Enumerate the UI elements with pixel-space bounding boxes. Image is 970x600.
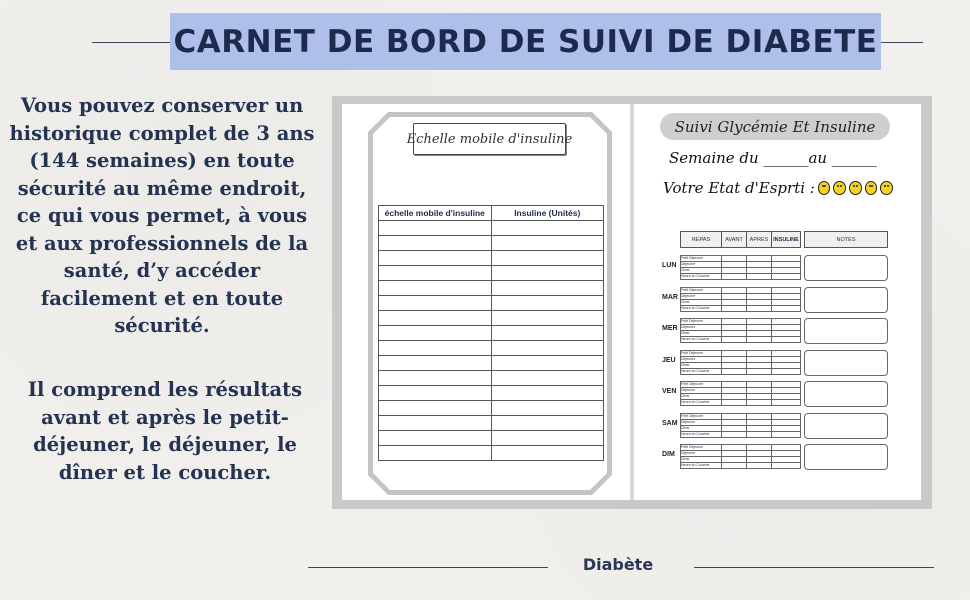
scale-table-cell: [491, 431, 604, 446]
scale-table-cell: [379, 416, 492, 431]
insulin-scale-column-header: échelle mobile d'insuline: [379, 206, 492, 221]
footer-line-left: [308, 567, 548, 568]
description-paragraph-2: Il comprend les résultats avant et après le petit-déjeuner, le déjeuner, le dîner et le coucher.: [27, 378, 303, 484]
scale-table-cell: [491, 416, 604, 431]
scale-table-cell: [491, 371, 604, 386]
meal-grid: [680, 318, 801, 343]
scale-table-cell: [379, 251, 492, 266]
col-insuline: INSULINE: [772, 232, 801, 248]
meal-row: [681, 431, 801, 437]
meal-value-cell: [772, 337, 801, 343]
scale-table-cell: [491, 401, 604, 416]
header-line-right: [881, 42, 923, 43]
meal-label: Dîner: [681, 331, 722, 337]
scale-table-cell: [491, 446, 604, 461]
scale-table-row: [379, 221, 604, 236]
page-title: CARNET DE BORD DE SUIVI DE DIABETE: [173, 23, 878, 60]
tracking-title-pill: [660, 113, 890, 140]
scale-table-cell: [379, 311, 492, 326]
insulin-scale-table: [378, 205, 604, 461]
meal-value-cell: [722, 305, 747, 311]
neutral-icon: [849, 181, 862, 195]
description-paragraph-1: Vous pouvez conserver un historique complet de 3 ans (144 semaines) en toute sécurité au même endroit, ce qui vous permet, à vous et aux professionnels de la santé, d’y accéder facilement et en toute sécurité.: [9, 94, 315, 337]
meal-value-cell: [722, 337, 747, 343]
notes-box: [804, 255, 888, 281]
day-label: MAR: [662, 293, 678, 301]
meal-value-cell: [747, 274, 772, 280]
title-banner: [170, 13, 881, 70]
meal-label: Déjeuner: [681, 388, 722, 394]
scale-table-cell: [379, 371, 492, 386]
scale-table-row: [379, 266, 604, 281]
meal-value-cell: [772, 368, 801, 374]
meal-label: Petit Déjeuner: [681, 287, 722, 293]
scale-table-cell: [491, 281, 604, 296]
notes-box: [804, 381, 888, 407]
meal-label: Dîner: [681, 299, 722, 305]
meal-label: Dîner: [681, 394, 722, 400]
meal-row: [681, 368, 801, 374]
scale-table-cell: [491, 386, 604, 401]
scale-table-row: [379, 326, 604, 341]
meal-value-cell: [772, 431, 801, 437]
scale-table-cell: [379, 356, 492, 371]
day-block: [660, 287, 890, 313]
mood-row: [663, 179, 893, 197]
meal-label: Déjeuner: [681, 451, 722, 457]
scale-table-cell: [379, 296, 492, 311]
scale-table-cell: [379, 221, 492, 236]
smile-icon: [833, 181, 846, 195]
meal-label: Déjeuner: [681, 356, 722, 362]
scale-table-row: [379, 356, 604, 371]
scale-table-cell: [491, 236, 604, 251]
col-notes: NOTES: [804, 231, 888, 248]
meal-row: [681, 400, 801, 406]
footer-label: Diabète: [582, 555, 654, 574]
scale-table-cell: [491, 311, 604, 326]
meal-value-cell: [747, 368, 772, 374]
meal-grid: [680, 287, 801, 312]
day-label: SAM: [662, 419, 678, 427]
meal-label: Heure du Coucher: [681, 274, 722, 280]
day-block: [660, 381, 890, 407]
meal-label: Déjeuner: [681, 262, 722, 268]
scale-table-row: [379, 386, 604, 401]
col-avant: AVANT: [722, 232, 747, 248]
scale-table-cell: [491, 341, 604, 356]
scale-table-cell: [379, 281, 492, 296]
thumbs-down-icon: [880, 181, 893, 195]
day-label: DIM: [662, 451, 675, 458]
meal-label: Heure du Coucher: [681, 368, 722, 374]
col-apres: APRES: [747, 232, 772, 248]
thumbs-up-icon: [818, 181, 831, 195]
day-label: JEU: [662, 356, 676, 364]
meal-value-cell: [747, 337, 772, 343]
meal-label: Heure du Coucher: [681, 400, 722, 406]
meal-label: Petit Déjeuner: [681, 413, 722, 419]
scale-table-row: [379, 431, 604, 446]
meal-grid: [680, 444, 801, 469]
meal-label: Déjeuner: [681, 419, 722, 425]
insulin-scale-title-box: [406, 123, 573, 155]
scale-table-row: [379, 446, 604, 461]
meal-row: [681, 274, 801, 280]
footer-line-right: [694, 567, 934, 568]
meal-grid: [680, 255, 801, 280]
meal-label: Petit Déjeuner: [681, 319, 722, 325]
meal-value-cell: [772, 463, 801, 469]
tracking-title: Suivi Glycémie Et Insuline: [674, 117, 876, 136]
scale-table-cell: [491, 326, 604, 341]
meal-value-cell: [747, 305, 772, 311]
meal-label: Heure du Coucher: [681, 337, 722, 343]
notes-box: [804, 444, 888, 470]
scale-table-cell: [379, 401, 492, 416]
meal-value-cell: [747, 431, 772, 437]
notes-box: [804, 318, 888, 344]
meal-value-cell: [722, 400, 747, 406]
notes-box: [804, 350, 888, 376]
scale-table-row: [379, 401, 604, 416]
scale-table-row: [379, 416, 604, 431]
meal-row: [681, 337, 801, 343]
scale-table-cell: [491, 221, 604, 236]
meal-label: Heure du Coucher: [681, 463, 722, 469]
meal-label: Dîner: [681, 268, 722, 274]
meal-value-cell: [722, 463, 747, 469]
day-block: [660, 350, 890, 376]
meal-label: Dîner: [681, 362, 722, 368]
scale-table-row: [379, 341, 604, 356]
meal-row: [681, 463, 801, 469]
sad-icon: [865, 181, 878, 195]
scale-table-cell: [379, 236, 492, 251]
meal-label: Petit Déjeuner: [681, 350, 722, 356]
meal-label: Déjeuner: [681, 325, 722, 331]
scale-table-row: [379, 371, 604, 386]
day-block: [660, 413, 890, 439]
meal-row: [681, 305, 801, 311]
meal-label: Petit Déjeuner: [681, 445, 722, 451]
notes-box: [804, 287, 888, 313]
scale-table-cell: [491, 266, 604, 281]
meal-table-header: [680, 231, 801, 248]
insulin-units-column-header: Insuline (Unités): [491, 206, 604, 221]
meal-grid: [680, 381, 801, 406]
scale-table-cell: [491, 251, 604, 266]
meal-label: Heure du Coucher: [681, 431, 722, 437]
scale-table-cell: [379, 341, 492, 356]
scale-table-row: [379, 296, 604, 311]
day-label: LUN: [662, 262, 677, 269]
day-block: [660, 318, 890, 344]
meal-label: Petit Déjeuner: [681, 382, 722, 388]
scale-table-cell: [379, 266, 492, 281]
meal-value-cell: [772, 400, 801, 406]
meal-value-cell: [772, 305, 801, 311]
scale-table-cell: [379, 431, 492, 446]
day-block: [660, 255, 890, 281]
meal-label: Dîner: [681, 425, 722, 431]
meal-value-cell: [722, 368, 747, 374]
scale-table-cell: [491, 356, 604, 371]
meal-label: Heure du Coucher: [681, 305, 722, 311]
day-label: MER: [662, 325, 678, 332]
meal-value-cell: [772, 274, 801, 280]
meal-grid: [680, 413, 801, 438]
scale-table-row: [379, 311, 604, 326]
scale-table-cell: [379, 326, 492, 341]
meal-value-cell: [747, 400, 772, 406]
meal-label: Déjeuner: [681, 293, 722, 299]
scale-table-row: [379, 281, 604, 296]
meal-grid: [680, 350, 801, 375]
week-line: Semaine du ______au ______: [669, 149, 877, 167]
meal-label: Dîner: [681, 457, 722, 463]
scale-table-cell: [379, 386, 492, 401]
day-label: VEN: [662, 388, 677, 395]
day-block: [660, 444, 890, 470]
meal-value-cell: [722, 274, 747, 280]
meal-value-cell: [747, 463, 772, 469]
scale-table-cell: [379, 446, 492, 461]
scale-table-row: [379, 251, 604, 266]
insulin-scale-title: Echelle mobile d'insuline: [406, 131, 573, 147]
scale-table-cell: [491, 296, 604, 311]
notes-box: [804, 413, 888, 439]
meal-label: Petit Déjeuner: [681, 256, 722, 262]
scale-table-row: [379, 236, 604, 251]
meal-value-cell: [722, 431, 747, 437]
header-line-left: [92, 42, 170, 43]
col-repas: REPAS: [681, 232, 722, 248]
mood-label: Votre Etat d'Esprti :: [663, 179, 815, 197]
